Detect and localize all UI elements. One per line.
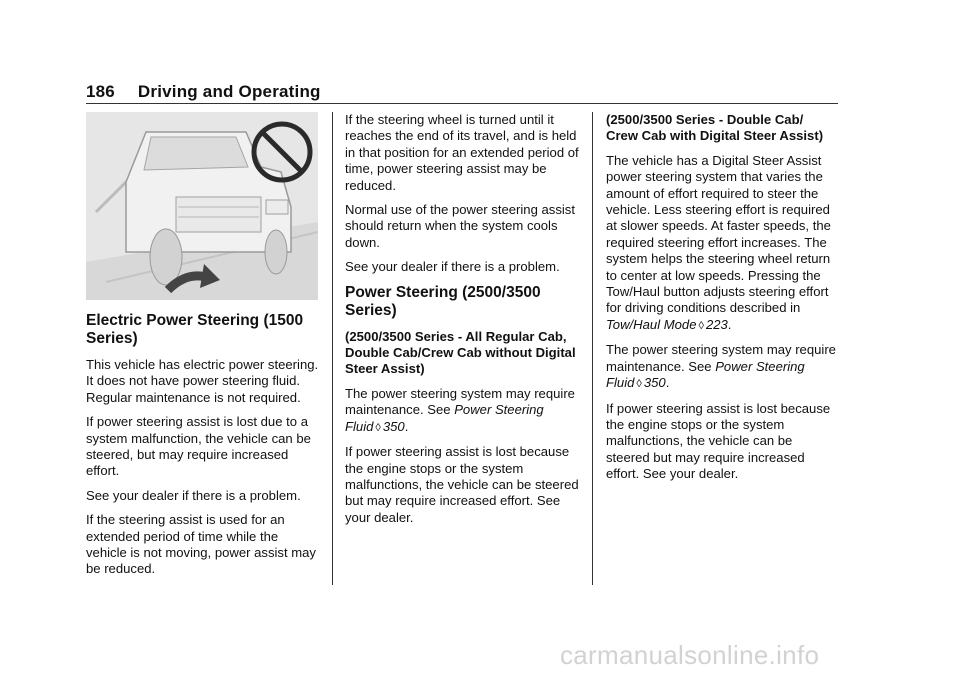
column-divider [592,112,593,585]
subsection-heading: (2500/3500 Series - All Regular Cab, Double Cab/Crew Cab without Digital Steer Assist) [345,328,576,377]
paragraph: If power steering assist is lost because the engine stops or the system malfunctions, the vehicle can be steered but may require increased effort. See your dealer. [606,400,831,482]
paragraph-text: . [665,375,670,391]
paragraph [606,153,838,334]
cross-reference-title: Tow/Haul Mode [606,316,697,332]
paragraph-text: The vehicle has a Digital Steer Assist power steering system that varies the amount of effort required to steer the vehicle. Less steering effort is required at slower speeds. At faster speeds, the required steering effort increases. The system helps the steering wheel return to center at low speeds. Pressing the Tow/Haul button adjusts steering effort for driving conditions described in [606,152,831,316]
paragraph: See your dealer if there is a problem. [345,259,560,275]
paragraph: This vehicle has electric power steering. It does not have power steering fluid. Regular maintenance is not required. [86,357,319,405]
subsection-heading: (2500/3500 Series - Double Cab/ Crew Cab with Digital Steer Assist) [606,112,824,144]
paragraph-text: The power steering system may require maintenance. See [606,342,836,374]
cross-reference-page: 350 [643,375,666,391]
page-header [86,82,321,102]
cross-reference-title: Power Steering Fluid [606,358,805,391]
paragraph-text: . [404,418,409,434]
steering-illustration [86,112,318,300]
section-heading: Electric Power Steering (1500 Series) [86,312,304,347]
paragraph: If power steering assist is lost because the engine stops or the system malfunctions, the vehicle can be steered but may require increased effort. See your dealer. [345,444,579,525]
paragraph: If the steering assist is used for an extended period of time while the vehicle is not moving, power assist may be reduced. [86,512,316,577]
cross-reference-link[interactable] [606,317,728,332]
page-ref-arrow-icon: ◊ [375,421,381,434]
paragraph: Normal use of the power steering assist should return when the system cools down. [345,202,575,250]
page-ref-arrow-icon: ◊ [698,319,704,332]
paragraph-text: The power steering system may require maintenance. See [345,385,575,418]
paragraph: If the steering wheel is turned until it reaches the end of its travel, and is held in that position for an extended period of time, power steering assist may be reduced. [345,112,579,193]
cross-reference-page: 350 [382,418,405,434]
paragraph [345,386,580,436]
column-2 [345,112,580,534]
watermark: carmanualsonline.info [560,640,820,670]
column-divider [332,112,333,585]
page-number: 186 [86,82,115,101]
paragraph: If power steering assist is lost due to a system malfunction, the vehicle can be steered, but may require increased effort. [86,414,311,479]
page-ref-arrow-icon: ◊ [636,378,642,391]
paragraph-text: . [727,316,732,332]
paragraph [606,342,838,392]
header-rule [86,103,838,104]
cross-reference-page: 223 [705,316,728,332]
section-heading: Power Steering (2500/3500 Series) [345,283,541,319]
column-3 [606,112,838,491]
section-title: Driving and Operating [137,82,321,101]
paragraph: See your dealer if there is a problem. [86,487,301,503]
column-1 [86,112,320,586]
cross-reference-title: Power Steering Fluid [345,402,544,434]
